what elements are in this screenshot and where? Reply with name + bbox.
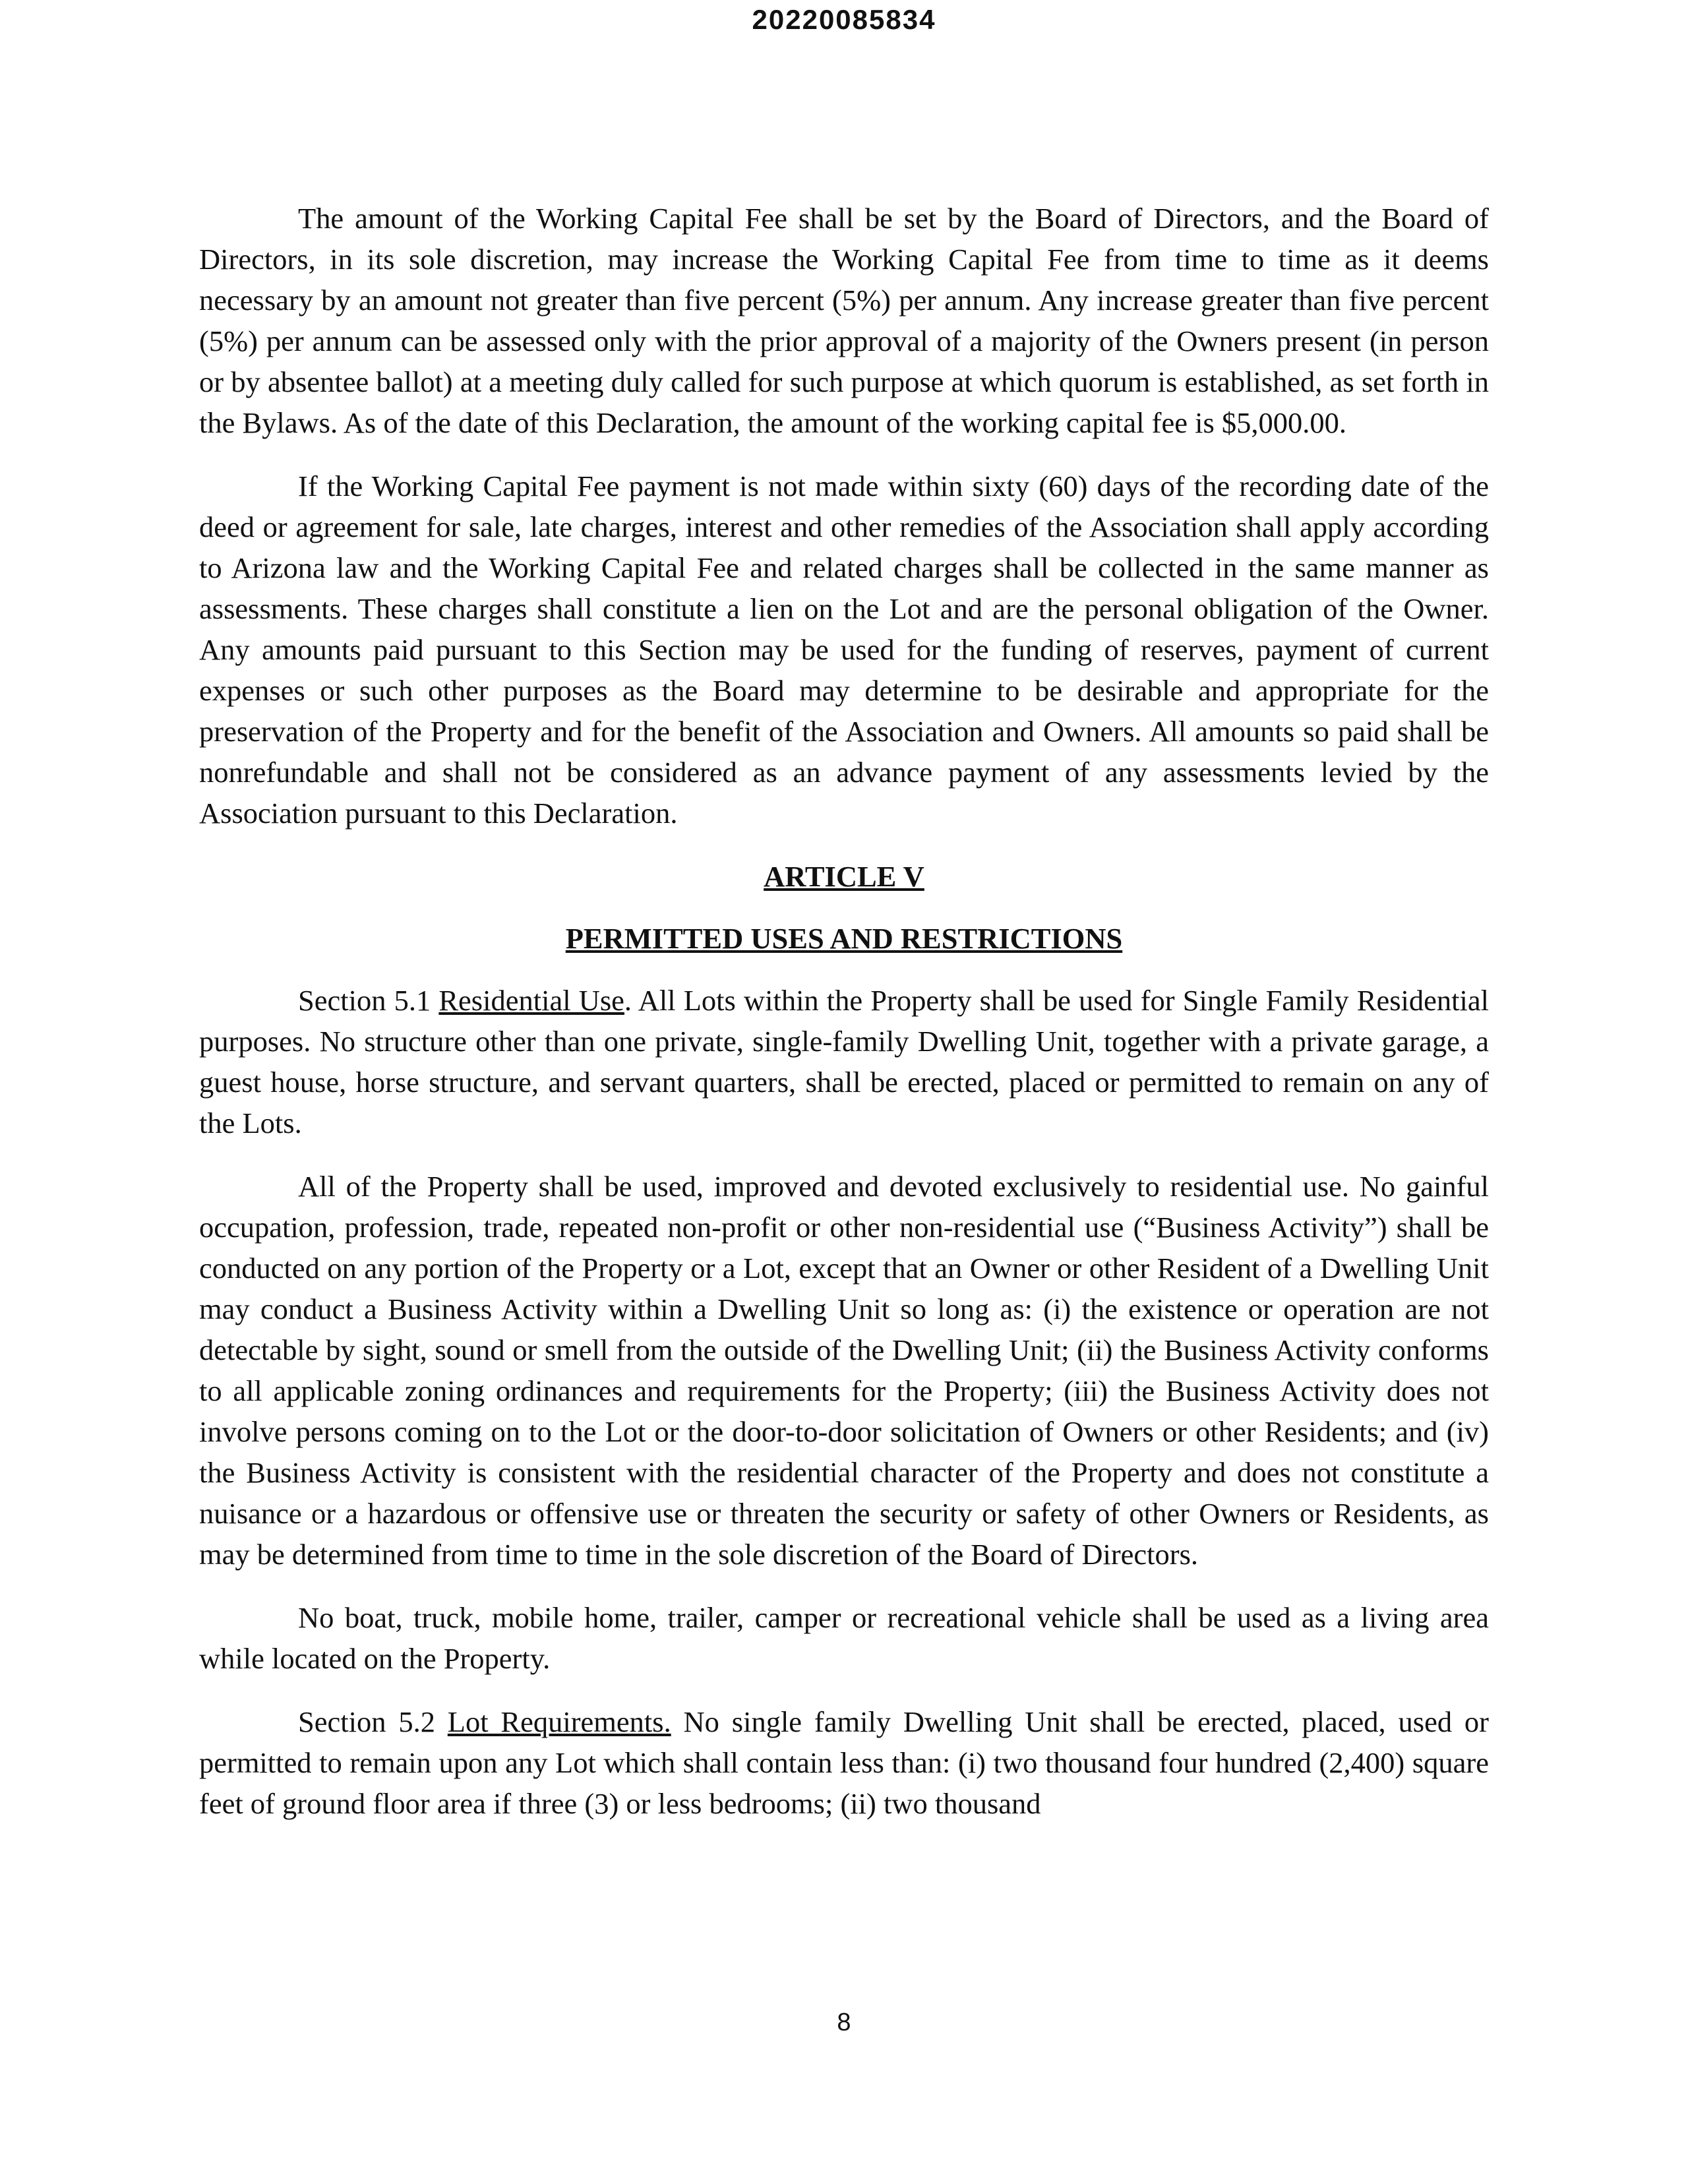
business-activity-paragraph: All of the Property shall be used, improved and devoted exclusively to residential use. No gainful occupation, profession, trade, repeated non-profit or other non-residential use (“Business Activity”) shall be conducted on any portion of the Property or a Lot, except that an Owner or other Resident of a Dwelling Unit may conduct a Business Activity within a Dwelling Unit so long as: (i) the existence or operation are not detectable by sight, sound or smell from the outside of the Dwelling Unit; (ii) the Business Activity conforms to all applicable zoning ordinances and requirements for the Property; (iii) the Business Activity does not involve persons coming on to the Lot or the door-to-door solicitation of Owners or other Residents; and (iv) the Business Activity is consistent with the residential character of the Property and does not constitute a nuisance or a hazardous or offensive use or threaten the security or safety of other Owners or Residents, as may be determined from time to time in the sole discretion of the Board of Directors. (199, 1170, 1489, 1571)
document-body (199, 198, 1489, 1846)
section-5-2-text: No single family Dwelling Unit shall be erected, placed, used or permitted to remain upon any Lot which shall contain less than: (i) two thousand four hundred (2,400) square feet of ground floor area if three (3) or less bedrooms; (ii) two thousand (199, 1705, 1489, 1820)
recording-number: 20220085834 (752, 4, 936, 35)
section-5-2-number: Section 5.2 (298, 1705, 448, 1738)
article-heading: ARTICLE V (764, 860, 924, 893)
section-5-1-paragraph (199, 980, 1489, 1143)
working-capital-fee-payment-paragraph: If the Working Capital Fee payment is not made within sixty (60) days of the recording date of the deed or agreement for sale, late charges, interest and other remedies of the Association shall apply according to Arizona law and the Working Capital Fee and related charges shall be collected in the same manner as assessments. These charges shall constitute a lien on the Lot and are the personal obligation of the Owner. Any amounts paid pursuant to this Section may be used for the funding of reserves, payment of current expenses or such other purposes as the Board may determine to be desirable and appropriate for the preservation of the Property and for the benefit of the Association and Owners. All amounts so paid shall be nonrefundable and shall not be considered as an advance payment of any assessments levied by the Association pursuant to this Declaration. (199, 470, 1489, 830)
working-capital-fee-amount-paragraph: The amount of the Working Capital Fee shall be set by the Board of Directors, and the Board of Directors, in its sole discretion, may increase the Working Capital Fee from time to time as it deems necessary by an amount not greater than five percent (5%) per annum. Any increase greater than five percent (5%) per annum can be assessed only with the prior approval of a majority of the Owners present (in person or by absentee ballot) at a meeting duly called for such purpose at which quorum is established, as set forth in the Bylaws. As of the date of this Declaration, the amount of the working capital fee is $5,000.00. (199, 202, 1489, 439)
section-5-1-title: Residential Use (438, 984, 624, 1017)
vehicle-living-area-paragraph: No boat, truck, mobile home, trailer, camper or recreational vehicle shall be used as a living area while located on the Property. (199, 1601, 1489, 1675)
section-5-2-paragraph (199, 1701, 1489, 1824)
section-5-1-number: Section 5.1 (298, 984, 439, 1017)
section-5-1-text: . All Lots within the Property shall be used for Single Family Residential purposes. No structure other than one private, single-family Dwelling Unit, together with a private garage, a guest house, horse structure, and servant quarters, shall be erected, placed or permitted to remain on any of the Lots. (199, 984, 1489, 1139)
article-title: PERMITTED USES AND RESTRICTIONS (565, 922, 1123, 955)
page-number: 8 (837, 2009, 851, 2036)
section-5-2-title: Lot Requirements. (447, 1705, 671, 1738)
